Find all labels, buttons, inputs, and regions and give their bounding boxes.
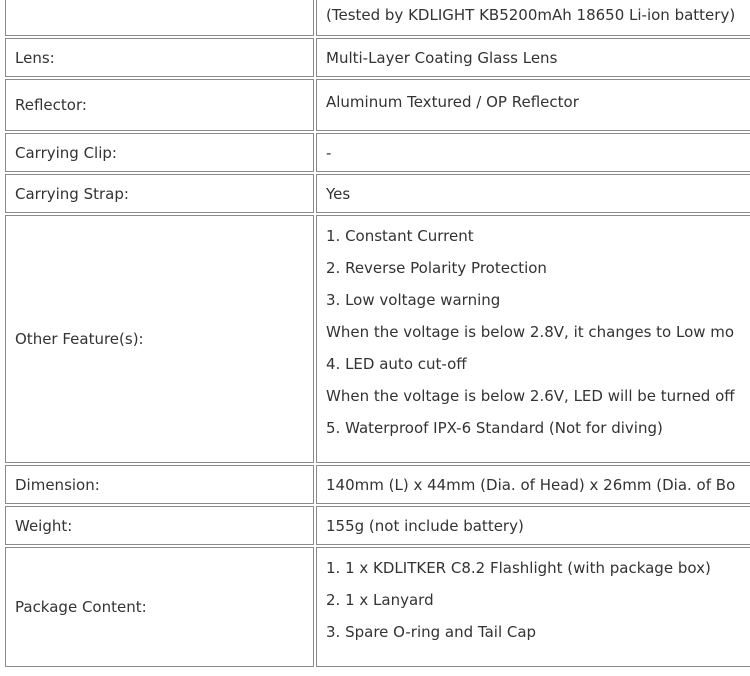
spec-value-reflector: Aluminum Textured / OP Reflector bbox=[316, 79, 750, 131]
package-line: 1. 1 x KDLITKER C8.2 Flashlight (with package box) bbox=[326, 559, 711, 577]
feature-line: When the voltage is below 2.8V, it changes to Low mo bbox=[326, 323, 735, 341]
spec-label-reflector: Reflector: bbox=[5, 79, 314, 131]
feature-line: 4. LED auto cut-off bbox=[326, 355, 467, 373]
spec-label-dimension: Dimension: bbox=[5, 465, 314, 504]
spec-value: (Tested by KDLIGHT KB5200mAh 18650 Li-ion battery) bbox=[326, 6, 736, 24]
spec-label-other-features: Other Feature(s): bbox=[5, 215, 314, 463]
spec-value-carrying-clip: - bbox=[316, 133, 750, 172]
table-row bbox=[5, 506, 750, 545]
table-row bbox=[5, 38, 750, 77]
spec-label-carrying-strap: Carrying Strap: bbox=[5, 174, 314, 213]
feature-line: 5. Waterproof IPX-6 Standard (Not for diving) bbox=[326, 419, 663, 437]
table-row bbox=[5, 79, 750, 131]
spec-label-weight: Weight: bbox=[5, 506, 314, 545]
package-line: 3. Spare O-ring and Tail Cap bbox=[326, 623, 537, 641]
spec-label-lens: Lens: bbox=[5, 38, 314, 77]
package-line: 2. 1 x Lanyard bbox=[326, 591, 434, 609]
spec-value-weight: 155g (not include battery) bbox=[316, 506, 750, 545]
specifications-table bbox=[3, 0, 750, 669]
table-row bbox=[5, 174, 750, 213]
spec-value-package-content bbox=[316, 547, 750, 667]
table-row bbox=[5, 547, 750, 667]
table-row bbox=[5, 0, 750, 36]
spec-label-carrying-clip: Carrying Clip: bbox=[5, 133, 314, 172]
feature-line: 3. Low voltage warning bbox=[326, 291, 501, 309]
feature-line: When the voltage is below 2.6V, LED will be turned off bbox=[326, 387, 735, 405]
table-row bbox=[5, 215, 750, 463]
feature-line: 2. Reverse Polarity Protection bbox=[326, 259, 547, 277]
spec-value-other-features bbox=[316, 215, 750, 463]
table-row bbox=[5, 465, 750, 504]
spec-value-dimension: 140mm (L) x 44mm (Dia. of Head) x 26mm (Dia. of Bo bbox=[316, 465, 750, 504]
spec-value-carrying-strap: Yes bbox=[316, 174, 750, 213]
spec-value-lens: Multi-Layer Coating Glass Lens bbox=[316, 38, 750, 77]
spec-value-cell bbox=[316, 0, 750, 36]
table-row bbox=[5, 133, 750, 172]
spec-label-package-content: Package Content: bbox=[5, 547, 314, 667]
feature-line: 1. Constant Current bbox=[326, 227, 474, 245]
spec-label-cell bbox=[5, 0, 314, 36]
